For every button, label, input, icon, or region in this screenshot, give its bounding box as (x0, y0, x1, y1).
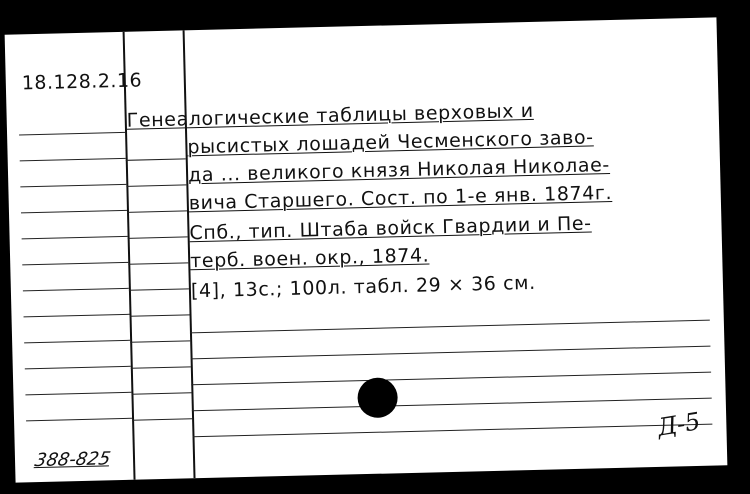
body-line-1: Генеалогические таблицы верховых и (126, 99, 534, 132)
ruled-line (190, 320, 710, 334)
ruled-line (130, 314, 190, 317)
ruled-line (22, 236, 128, 240)
ruled-line (192, 424, 712, 438)
ruled-line (126, 158, 186, 161)
ruled-line (130, 340, 190, 343)
body-line-7: [4], 13с.; 100л. табл. 29 × 36 см. (190, 271, 536, 303)
body-line-5: Спб., тип. Штаба войск Гвардии и Пе- (189, 212, 592, 245)
ruled-line (191, 372, 711, 386)
ruled-line (20, 158, 126, 162)
ruled-line (25, 392, 131, 396)
ruled-line (132, 418, 192, 421)
punch-hole (357, 377, 398, 418)
ruled-line (127, 210, 187, 213)
call-number: 18.128.2.16 (21, 69, 143, 95)
ruled-line (25, 366, 131, 370)
body-line-4: вича Старшего. Сост. по 1-е янв. 1874г. (188, 181, 613, 215)
ruled-line (20, 184, 126, 188)
ruled-line (131, 366, 191, 369)
inventory-number: 388-825 (33, 448, 113, 472)
ruled-line (19, 132, 125, 136)
ruled-line (24, 314, 130, 318)
ruled-line (126, 184, 186, 187)
signature-mark: Д-5 (655, 407, 703, 442)
body-line-3: да ... великого князя Николая Николае- (187, 154, 611, 187)
ruled-line (22, 262, 128, 266)
ruled-line (129, 288, 189, 291)
ruled-line (128, 236, 188, 239)
ruled-line (192, 398, 712, 412)
ruled-line (24, 340, 130, 344)
ruled-line (191, 346, 711, 360)
ruled-line (21, 210, 127, 214)
margin-line-left (123, 32, 136, 480)
ruled-line (26, 418, 132, 422)
ruled-line (131, 392, 191, 395)
ruled-line (128, 262, 188, 265)
body-line-6: терб. воен. окр., 1874. (189, 244, 430, 273)
catalog-card (5, 17, 728, 482)
body-line-2: рысистых лошадей Чесменского заво- (187, 126, 594, 159)
ruled-line (23, 288, 129, 292)
